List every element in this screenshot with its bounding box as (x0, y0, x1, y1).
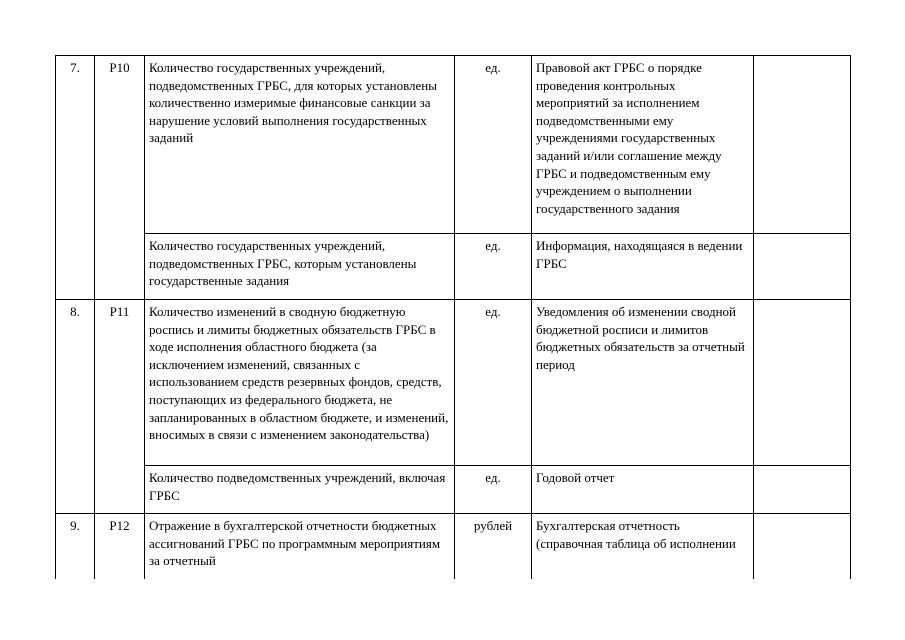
indicators-table (55, 55, 851, 579)
table-row (56, 234, 851, 300)
unit-of-measure: ед. (455, 466, 532, 514)
indicator-description: Отражение в бухгалтерской отчетности бюджетных ассигнований ГРБС по программным мероприятиям за отчетный (145, 514, 455, 580)
indicator-description: Количество подведомственных учреждений, включая ГРБС (145, 466, 455, 514)
row-number: 8. (56, 300, 95, 514)
indicator-description: Количество изменений в сводную бюджетную роспись и лимиты бюджетных обязательств ГРБС в ходе исполнения областного бюджета (за исключением изменений, связанных с использованием средств резервных фондов, средств, поступающих из федерального бюджета, не запланированных в областном бюджете, и изменений, вносимых в связи с изменением законодательства) (145, 300, 455, 466)
unit-of-measure: ед. (455, 56, 532, 234)
note-cell (754, 466, 851, 514)
unit-of-measure: ед. (455, 234, 532, 300)
row-number: 9. (56, 514, 95, 580)
note-cell (754, 234, 851, 300)
indicator-code: Р11 (95, 300, 145, 514)
note-cell (754, 300, 851, 466)
note-cell (754, 514, 851, 580)
indicator-description: Количество государственных учреждений, подведомственных ГРБС, которым установлены государственные задания (145, 234, 455, 300)
note-cell (754, 56, 851, 234)
indicator-description: Количество государственных учреждений, подведомственных ГРБС, для которых установлены количественно измеримые финансовые санкции за нарушение условий выполнения государственных заданий (145, 56, 455, 234)
data-source: Бухгалтерская отчетность (справочная таблица об исполнении (532, 514, 754, 580)
indicator-code: Р12 (95, 514, 145, 580)
data-source: Правовой акт ГРБС о порядке проведения контрольных мероприятий за исполнением подведомственными ему учреждениями государственных заданий и/или соглашение между ГРБС и подведомственным ему учреждением о выполнении государственного задания (532, 56, 754, 234)
row-number: 7. (56, 56, 95, 300)
table-row (56, 300, 851, 466)
data-source: Годовой отчет (532, 466, 754, 514)
data-source: Уведомления об изменении сводной бюджетной росписи и лимитов бюджетных обязательств за отчетный период (532, 300, 754, 466)
table-row (56, 466, 851, 514)
table-row (56, 514, 851, 580)
unit-of-measure: рублей (455, 514, 532, 580)
data-source: Информация, находящаяся в ведении ГРБС (532, 234, 754, 300)
table-row (56, 56, 851, 234)
unit-of-measure: ед. (455, 300, 532, 466)
indicator-code: Р10 (95, 56, 145, 300)
